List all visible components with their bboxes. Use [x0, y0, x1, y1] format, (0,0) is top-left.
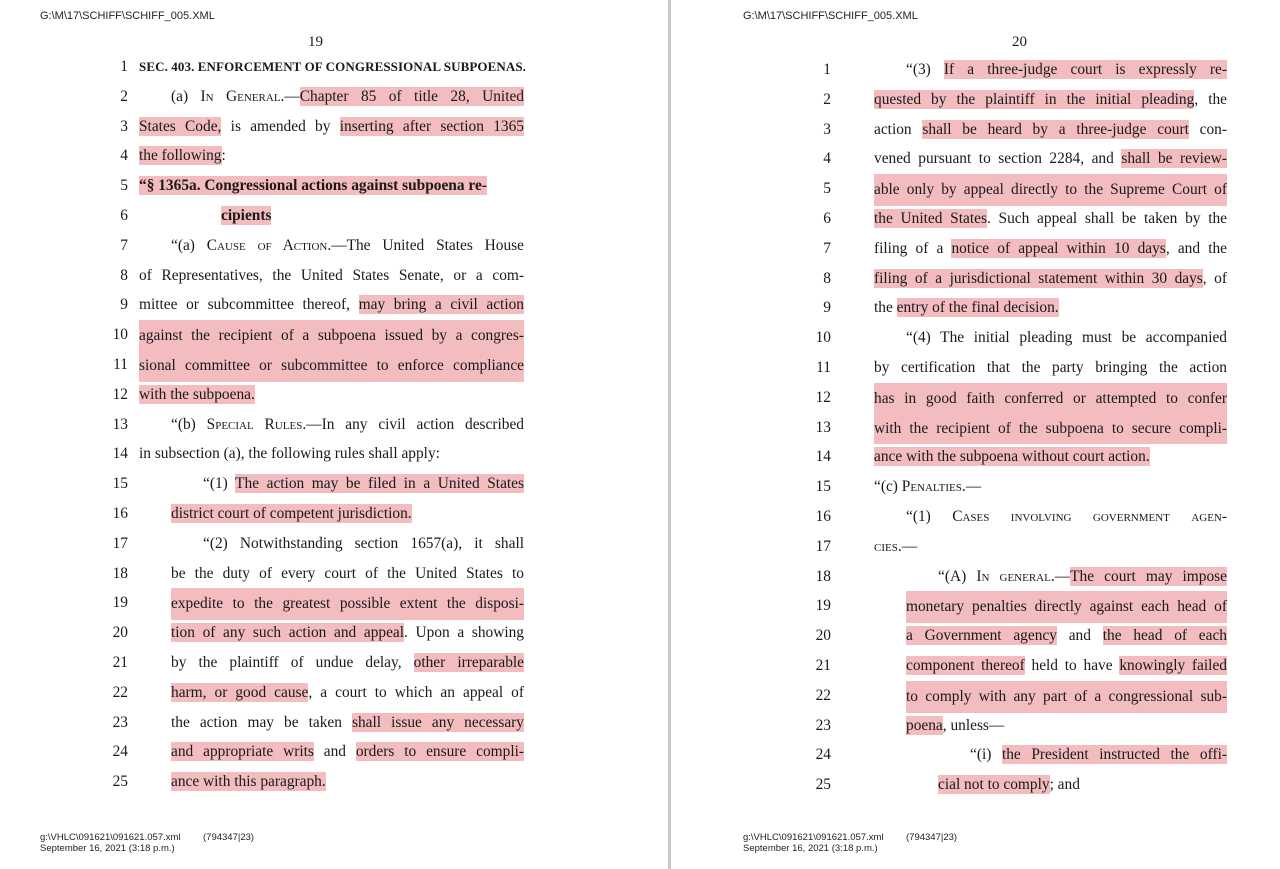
line-number: 16 [112, 505, 128, 522]
page-footer [743, 832, 958, 854]
highlight: with the subpoena. [139, 385, 255, 403]
highlight: notice of appeal within 10 days [951, 239, 1166, 257]
text-line: by the plaintiff of undue delay, other irreparable [171, 654, 524, 671]
highlight: with the recipient of the subpoena to secure compli- [874, 413, 1227, 445]
line-number: 14 [815, 448, 831, 466]
text-line: quested by the plaintiff in the initial pleading, the [874, 90, 1227, 108]
line-number: 25 [112, 773, 128, 791]
text-line: “(1) The action may be filed in a United States [203, 475, 524, 493]
highlight: poena [906, 716, 943, 734]
highlight: the head of each [1102, 627, 1227, 645]
line-number: 8 [120, 266, 128, 284]
highlight: entry of the final decision. [896, 299, 1059, 317]
highlight: the President instructed the offi- [1001, 746, 1227, 764]
text-line: (a) In General.—Chapter 85 of title 28, United [171, 87, 524, 105]
line-number: 5 [120, 177, 128, 195]
highlight: ance with the subpoena without court action. [874, 448, 1150, 466]
footer-code: (794347|23) [906, 832, 958, 843]
highlight: The court may impose [1070, 567, 1227, 585]
line-number: 9 [120, 296, 128, 314]
text-line: action shall be heard by a three-judge court con- [874, 120, 1227, 138]
line-number: 6 [823, 210, 831, 227]
line-number: 24 [815, 746, 831, 764]
line-number: 23 [815, 716, 831, 734]
line-number: 25 [815, 776, 831, 794]
text-line: the action may be taken shall issue any necessary [171, 713, 525, 731]
text-line: and appropriate writs and orders to ensure compli- [171, 743, 524, 761]
text-line: mittee or subcommittee thereof, may bring a civil action [139, 296, 524, 314]
highlight: “§ 1365a. Congressional actions against subpoena re- [139, 177, 487, 195]
highlight: orders to ensure compli- [355, 743, 524, 761]
line-number: 22 [112, 683, 128, 701]
line-number: 21 [815, 657, 831, 674]
text-line: “(a) Cause of Action.—The United States House [171, 236, 524, 254]
line-number: 16 [815, 508, 831, 525]
text-line: vened pursuant to section 2284, and shall be review- [874, 150, 1227, 168]
text-line: by certification that the party bringing the action [874, 359, 1227, 376]
line-number: 1 [823, 61, 831, 78]
line-number: 22 [815, 686, 831, 704]
highlight: shall be heard by a three-judge court [922, 120, 1189, 138]
text-line: a Government agency and the head of each [906, 627, 1227, 645]
text-line: the entry of the final decision. [874, 299, 1059, 317]
line-number: 6 [120, 207, 128, 224]
highlight: cipients [221, 207, 272, 224]
highlight: harm, or good cause [171, 683, 309, 701]
highlight: component thereof [906, 657, 1025, 674]
highlight: shall issue any necessary [351, 713, 525, 731]
text-line: “(A) In general.—The court may impose [938, 567, 1227, 585]
highlight: may bring a civil action [358, 296, 524, 314]
text-line [139, 380, 255, 410]
text-line: tion of any such action and appeal. Upon a showing [171, 624, 524, 642]
footer-code: (794347|23) [203, 832, 255, 843]
text-line: “(c) Penalties.— [874, 478, 982, 496]
line-number: 11 [113, 356, 128, 373]
page-number: 20 [1012, 34, 1027, 50]
line-number: 2 [823, 90, 831, 108]
line-number: 23 [112, 713, 128, 731]
line-number: 9 [823, 299, 831, 317]
line-number: 8 [823, 269, 831, 287]
highlight: Chapter 85 of title 28, United [299, 87, 524, 105]
text-line: “(4) The initial pleading must be accompanied [906, 329, 1227, 347]
highlight: inserting after section 1365 [339, 117, 525, 135]
line-number: 7 [823, 239, 831, 257]
line-number: 18 [112, 564, 128, 582]
highlight: monetary penalties directly against each head of [906, 591, 1227, 623]
text-line: cial not to comply; and [938, 776, 1080, 794]
line-number: 3 [823, 120, 831, 138]
highlight: the United States [874, 210, 987, 227]
highlight: quested by the plaintiff in the initial pleading [874, 90, 1195, 108]
text-line: the United States. Such appeal shall be taken by the [874, 210, 1227, 227]
line-number: 14 [112, 445, 128, 463]
text-line: filing of a notice of appeal within 10 days, and the [874, 239, 1228, 257]
text-line: cies.— [874, 537, 918, 555]
text-line: “(3) If a three-judge court is expressly re- [906, 61, 1228, 78]
section-heading: SEC. 403. ENFORCEMENT OF CONGRESSIONAL SUBPOENAS. [139, 59, 527, 74]
line-number: 2 [120, 87, 128, 105]
highlight: a Government agency [906, 627, 1057, 645]
text-line: the following: [139, 147, 226, 165]
highlight: to comply with any part of a congressional sub- [906, 681, 1227, 713]
line-number: 10 [112, 326, 128, 344]
line-number: 15 [112, 475, 128, 493]
footer-date: September 16, 2021 (3:18 p.m.) [40, 843, 175, 854]
line-number: 12 [112, 385, 128, 403]
line-number: 20 [815, 627, 831, 645]
line-number: 17 [112, 534, 128, 552]
text-line: poena, unless— [906, 716, 1005, 734]
line-number: 13 [815, 418, 831, 436]
line-number: 17 [815, 537, 831, 555]
line-number: 12 [815, 388, 831, 406]
highlight: sional committee or subcommittee to enforce compliance [139, 350, 524, 382]
text-line: “(i) the President instructed the offi- [970, 746, 1227, 764]
highlight: knowingly failed [1119, 657, 1227, 674]
file-path-header: G:\M\17\SCHIFF\SCHIFF_005.XML [743, 10, 918, 22]
line-number: 19 [815, 597, 831, 615]
footer-path: g:\VHLC\091621\091621.057.xml [40, 832, 181, 843]
line-number: 24 [112, 743, 128, 761]
text-line [874, 442, 1150, 472]
text-line [171, 767, 326, 797]
highlight: against the recipient of a subpoena issued by a congres- [139, 320, 524, 352]
highlight: district court of competent jurisdiction. [171, 505, 412, 522]
highlight: If a three-judge court is expressly re- [943, 61, 1228, 78]
line-number: 4 [120, 147, 128, 165]
highlight: tion of any such action and appeal [171, 624, 405, 642]
text-line: “(2) Notwithstanding section 1657(a), it shall [203, 534, 524, 552]
highlight: able only by appeal directly to the Supreme Court of [874, 174, 1227, 206]
line-number: 3 [120, 117, 128, 135]
subsection-heading [221, 201, 271, 231]
page-footer [40, 832, 255, 854]
text-line: be the duty of every court of the United States to [171, 564, 524, 582]
line-number: 5 [823, 180, 831, 198]
text-line: in subsection (a), the following rules shall apply: [139, 445, 440, 463]
text-line: States Code, is amended by inserting after section 1365 [139, 117, 525, 135]
highlight: filing of a jurisdictional statement within 30 days [874, 269, 1203, 287]
highlight: and appropriate writs [171, 743, 314, 761]
highlight: the following [139, 147, 222, 165]
text-line: “(b) Special Rules.—In any civil action described [171, 415, 524, 433]
line-number: 10 [815, 329, 831, 347]
highlight: expedite to the greatest possible extent the disposi- [171, 588, 524, 620]
text-line: component thereof held to have knowingly failed [906, 657, 1227, 674]
text-line: “(1) Cases involving government agen- [906, 508, 1228, 525]
highlight: other irreparable [413, 654, 524, 671]
line-number: 15 [815, 478, 831, 496]
highlight: ance with this paragraph. [171, 773, 326, 791]
footer-date: September 16, 2021 (3:18 p.m.) [743, 843, 878, 854]
text-line: harm, or good cause, a court to which an appeal of [171, 683, 524, 701]
footer-path: g:\VHLC\091621\091621.057.xml [743, 832, 884, 843]
line-number: 7 [120, 236, 128, 254]
line-number: 13 [112, 415, 128, 433]
line-number: 4 [823, 150, 831, 168]
subsection-heading [139, 171, 524, 201]
highlight: States Code, [139, 117, 222, 135]
highlight: The action may be filed in a United States [235, 475, 524, 493]
page-number: 19 [308, 34, 323, 50]
file-path-header: G:\M\17\SCHIFF\SCHIFF_005.XML [40, 10, 215, 22]
text-line: of Representatives, the United States Senate, or a com- [139, 266, 524, 284]
line-number: 19 [112, 594, 128, 612]
text-line: filing of a jurisdictional statement within 30 days, of [874, 269, 1227, 287]
line-number: 21 [112, 654, 128, 671]
document-page-20 [671, 0, 1280, 869]
highlight: has in good faith conferred or attempted to confer [874, 383, 1227, 415]
highlight: shall be review- [1121, 150, 1227, 168]
line-number: 1 [120, 58, 128, 75]
line-number: 20 [112, 624, 128, 642]
text-line [171, 499, 412, 529]
highlight: cial not to comply [938, 776, 1050, 794]
line-number: 11 [816, 359, 831, 376]
line-number: 18 [815, 567, 831, 585]
